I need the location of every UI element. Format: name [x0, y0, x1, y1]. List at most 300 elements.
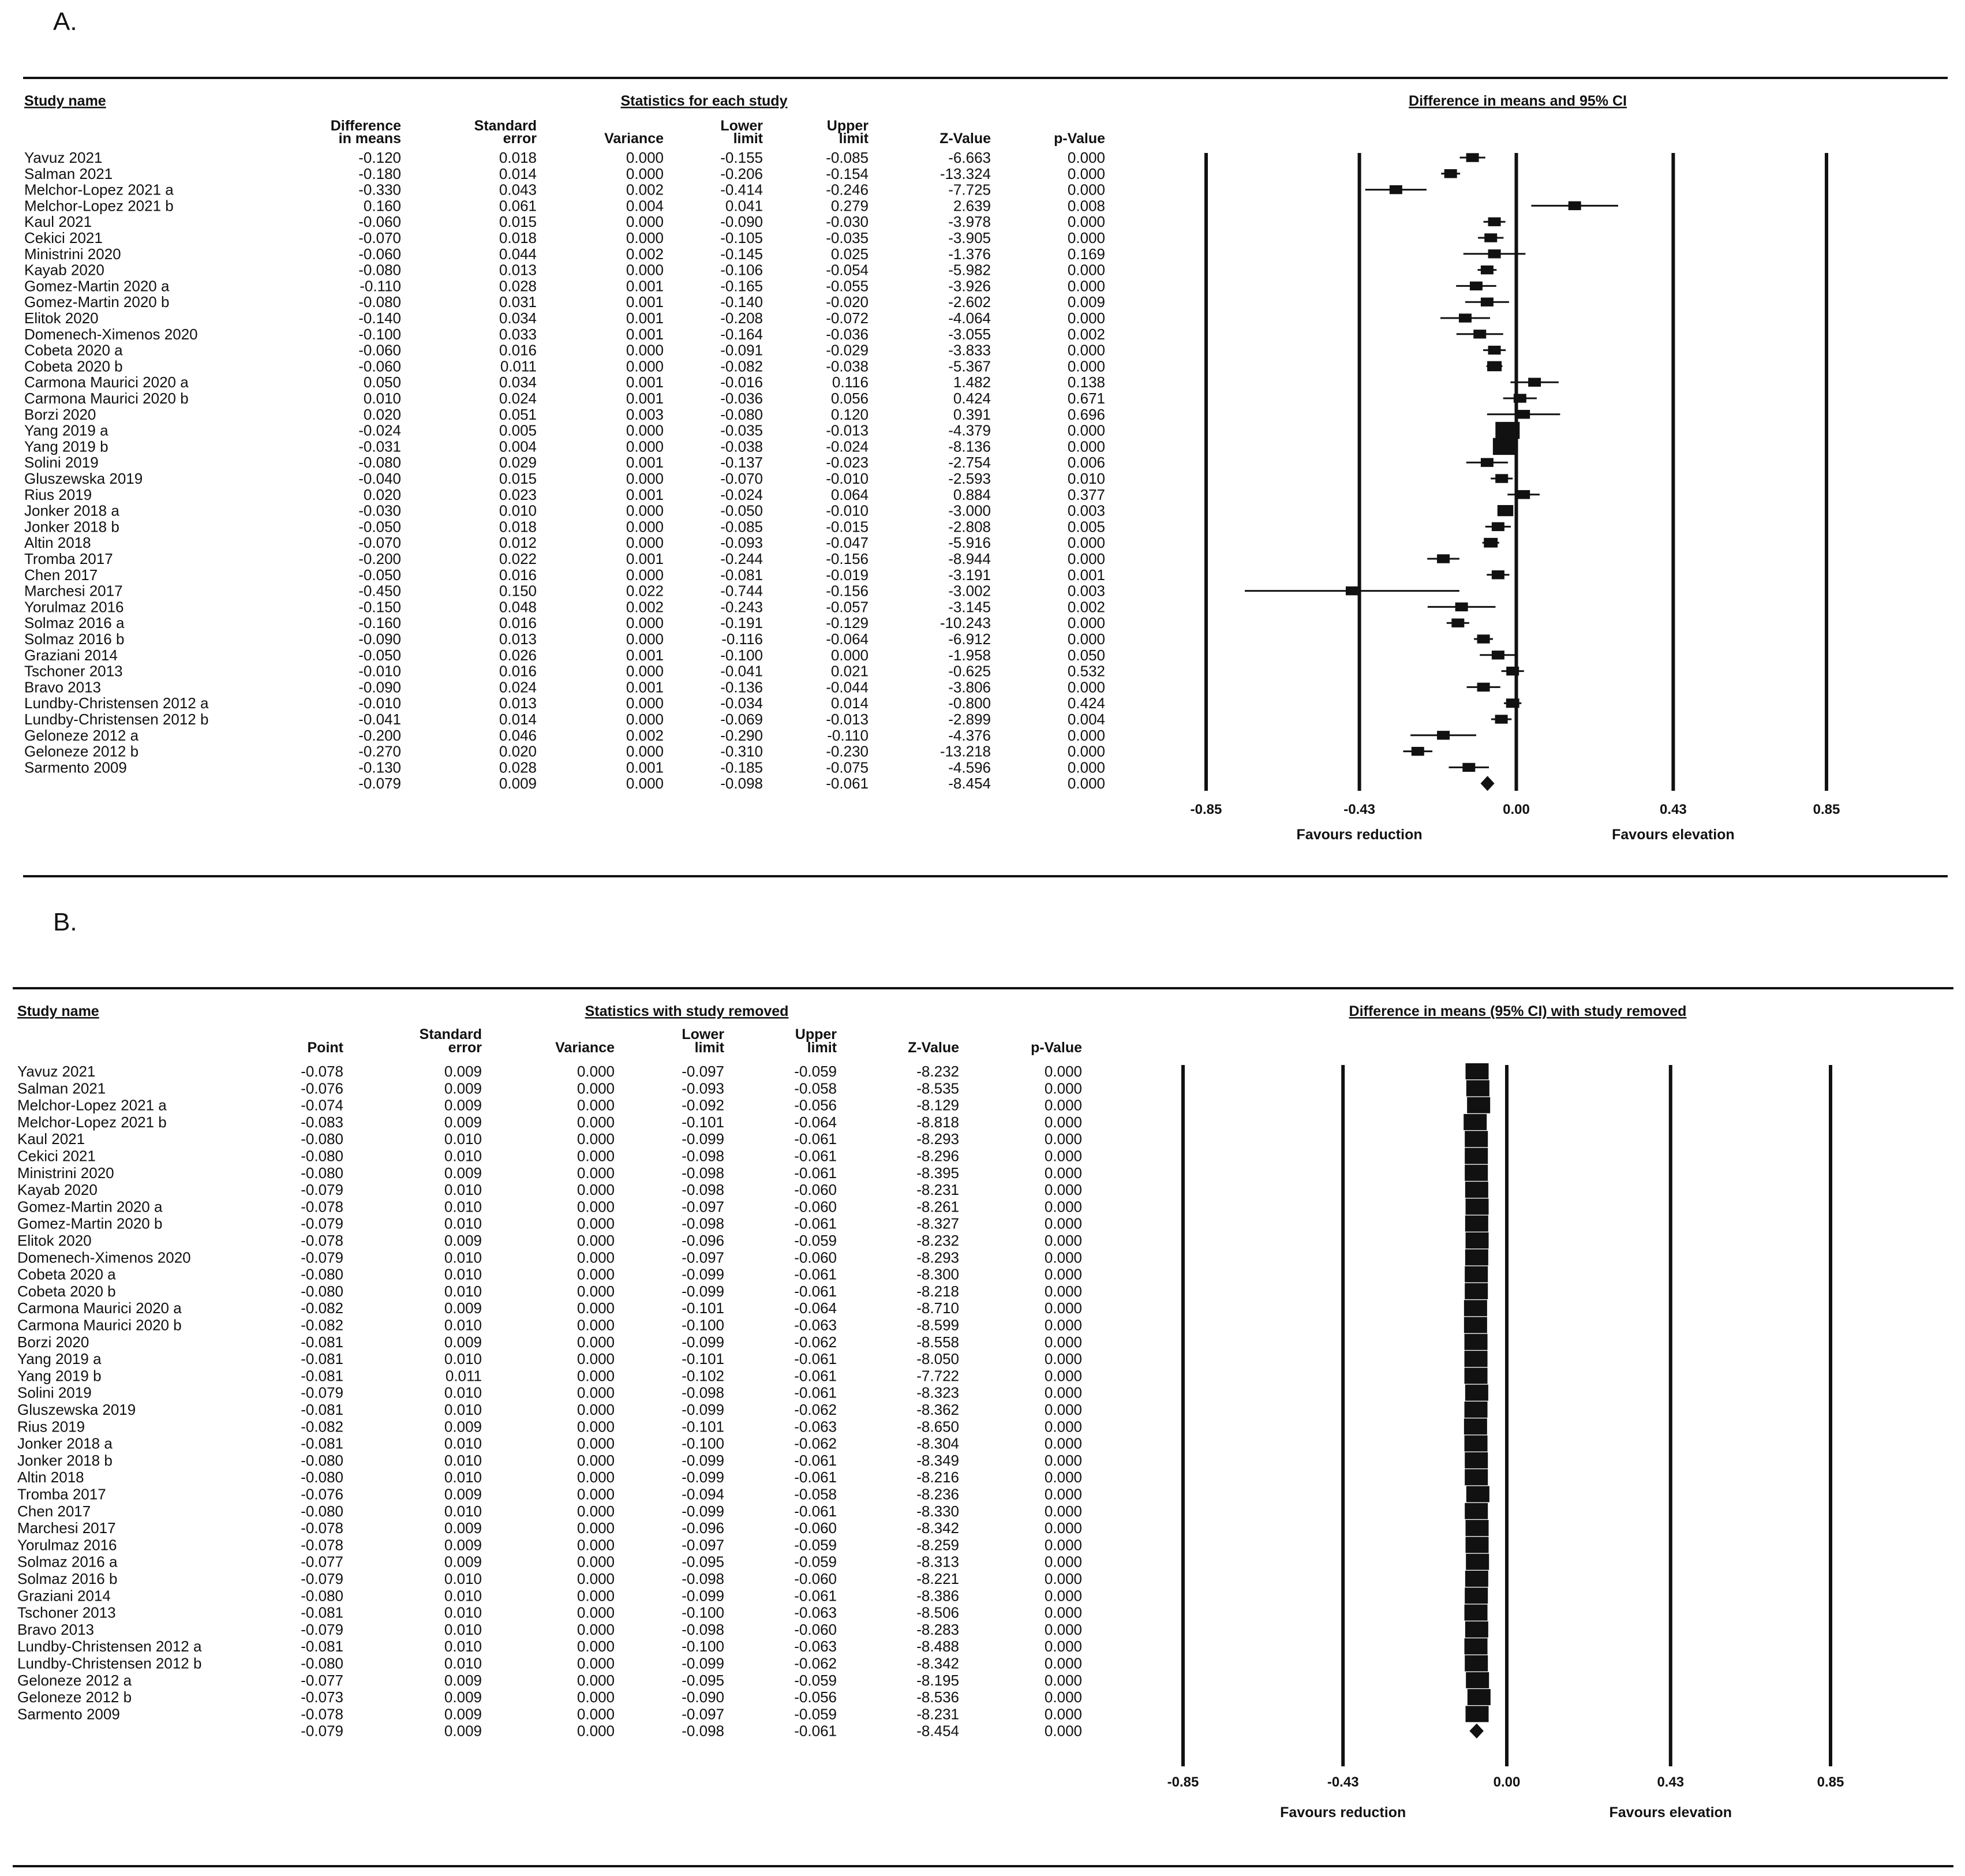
table-cell: 0.010: [1067, 470, 1105, 487]
pooled-diamond: [1469, 1724, 1484, 1739]
table-cell: 0.000: [1044, 1553, 1082, 1571]
point-estimate-square: [1495, 474, 1508, 483]
table-row: [24, 502, 1105, 520]
table-cell: -2.808: [948, 518, 991, 536]
table-cell: 0.000: [577, 1384, 615, 1402]
favours-right-label: Favours elevation: [1612, 827, 1735, 843]
study-name: Graziani 2014: [17, 1587, 111, 1605]
table-cell: -0.156: [826, 582, 869, 600]
table-cell: -0.060: [358, 245, 401, 263]
table-cell: -0.100: [682, 1434, 724, 1452]
table-row: [17, 1113, 1082, 1131]
table-cell: 0.001: [626, 277, 664, 295]
table-cell: -0.080: [301, 1265, 343, 1283]
table-cell: 0.000: [577, 1299, 615, 1317]
table-cell: -0.101: [682, 1350, 724, 1368]
table-cell: -0.061: [794, 1147, 837, 1165]
point-estimate-square: [1346, 586, 1358, 595]
point-estimate-square: [1506, 667, 1519, 675]
study-name: Carmona Maurici 2020 a: [24, 373, 189, 391]
table-cell: -0.156: [826, 550, 869, 567]
study-name: Graziani 2014: [24, 646, 118, 664]
table-cell: -0.058: [794, 1079, 837, 1097]
panel-label: B.: [53, 908, 77, 936]
table-row: [24, 309, 1105, 327]
table-cell: -0.098: [682, 1384, 724, 1402]
table-cell: 0.025: [830, 245, 869, 263]
point-estimate-square: [1465, 1216, 1488, 1232]
point-estimate-square: [1466, 1672, 1489, 1688]
table-cell: -0.060: [358, 213, 401, 231]
table-cell: -8.323: [916, 1384, 959, 1402]
column-header: Difference: [330, 118, 401, 134]
column-header: error: [503, 130, 537, 147]
table-cell: 0.000: [577, 1063, 615, 1080]
table-cell: 0.000: [577, 1265, 615, 1283]
table-cell: -0.080: [358, 454, 401, 472]
favours-left-label: Favours reduction: [1280, 1804, 1406, 1821]
table-cell: -0.075: [826, 758, 869, 776]
table-cell: -0.060: [794, 1519, 837, 1537]
table-cell: -0.060: [794, 1249, 837, 1266]
table-cell: 0.000: [1044, 1384, 1082, 1402]
table-cell: -0.061: [794, 1722, 837, 1740]
table-row: [17, 1249, 1082, 1266]
table-cell: 0.000: [1044, 1299, 1082, 1317]
table-cell: 0.000: [1044, 1316, 1082, 1334]
table-cell: -0.180: [358, 165, 401, 182]
table-cell: -0.244: [720, 550, 763, 567]
point-estimate-square: [1465, 1182, 1488, 1198]
table-cell: -0.010: [358, 662, 401, 680]
table-cell: 0.009: [444, 1418, 482, 1436]
table-row: [17, 1148, 1082, 1165]
column-header: Lower: [720, 118, 763, 134]
point-estimate-square: [1451, 619, 1464, 627]
table-cell: -0.079: [301, 1722, 343, 1740]
table-cell: 0.000: [1044, 1181, 1082, 1199]
table-cell: -0.019: [826, 566, 869, 584]
table-row: [24, 470, 1105, 487]
table-cell: 0.033: [499, 325, 537, 343]
table-cell: 0.010: [444, 1570, 482, 1587]
study-name: Solmaz 2016 a: [17, 1553, 118, 1571]
table-cell: 0.377: [1067, 485, 1105, 503]
table-cell: 0.008: [1067, 197, 1105, 215]
study-name: Carmona Maurici 2020 b: [17, 1316, 182, 1334]
table-cell: 0.009: [444, 1519, 482, 1537]
study-name: Sarmento 2009: [24, 758, 127, 776]
table-row: [24, 213, 1105, 230]
table-cell: -7.725: [948, 181, 991, 199]
table-cell: 0.010: [444, 1282, 482, 1300]
table-cell: -0.080: [301, 1147, 343, 1165]
table-cell: -0.099: [682, 1265, 724, 1283]
table-cell: 0.000: [577, 1130, 615, 1148]
column-header: limit: [807, 1040, 837, 1056]
table-cell: -8.293: [916, 1249, 959, 1266]
table-cell: -0.077: [301, 1553, 343, 1571]
table-row: [17, 1570, 1082, 1587]
table-cell: -0.093: [682, 1079, 724, 1097]
table-cell: -0.078: [301, 1063, 343, 1080]
table-cell: -8.232: [916, 1063, 959, 1080]
table-cell: -0.082: [301, 1299, 343, 1317]
table-cell: 0.000: [1067, 775, 1105, 793]
point-estimate-square: [1465, 1131, 1488, 1147]
table-row: [17, 1486, 1082, 1503]
point-estimate-square: [1492, 570, 1504, 579]
point-estimate-square: [1465, 1638, 1488, 1654]
table-cell: -3.978: [948, 213, 991, 231]
table-cell: 0.010: [444, 1502, 482, 1520]
study-name: Elitok 2020: [24, 309, 99, 327]
table-row: [24, 438, 1105, 455]
table-cell: -0.079: [301, 1570, 343, 1587]
study-name: Domenech-Ximenos 2020: [17, 1249, 191, 1266]
table-cell: -0.061: [794, 1367, 837, 1385]
table-cell: 0.009: [444, 1705, 482, 1723]
table-cell: 0.000: [626, 630, 664, 648]
table-cell: 0.000: [577, 1198, 615, 1216]
table-cell: -3.002: [948, 582, 991, 600]
table-cell: 0.000: [1067, 438, 1105, 455]
study-name: Yang 2019 b: [24, 438, 108, 455]
table-cell: 0.000: [1044, 1638, 1082, 1655]
column-header: Lower: [682, 1026, 724, 1042]
table-cell: 0.000: [1067, 341, 1105, 359]
table-cell: -0.099: [682, 1587, 724, 1605]
table-cell: -0.105: [720, 229, 763, 246]
study-name: Jonker 2018 b: [17, 1451, 113, 1469]
table-cell: 0.002: [626, 726, 664, 744]
table-cell: -8.536: [916, 1688, 959, 1706]
table-cell: 0.000: [1067, 678, 1105, 696]
table-row: [17, 1705, 1082, 1722]
point-estimate-square: [1468, 1689, 1491, 1705]
table-cell: 0.056: [830, 390, 869, 407]
tick-label: 0.00: [1493, 1774, 1521, 1790]
study-name: Melchor-Lopez 2021 b: [17, 1113, 167, 1131]
table-cell: -0.064: [794, 1299, 837, 1317]
table-cell: -0.059: [794, 1671, 837, 1689]
table-row: [24, 630, 1105, 648]
table-cell: -0.090: [682, 1688, 724, 1706]
table-row: [17, 1452, 1082, 1469]
study-name: Solmaz 2016 b: [17, 1570, 118, 1587]
study-name: Gomez-Martin 2020 a: [17, 1198, 163, 1216]
table-cell: -8.342: [916, 1654, 959, 1672]
point-estimate-square: [1495, 715, 1508, 723]
study-name: Lundby-Christensen 2012 a: [24, 694, 209, 712]
table-cell: 0.000: [1044, 1468, 1082, 1486]
table-cell: -0.154: [826, 165, 869, 182]
table-cell: 0.018: [499, 149, 537, 166]
table-cell: 0.000: [577, 1468, 615, 1486]
study-name: Solini 2019: [17, 1384, 92, 1402]
table-row: [17, 1367, 1082, 1384]
table-cell: 0.010: [444, 1384, 482, 1402]
tick-label: 0.85: [1817, 1774, 1844, 1790]
table-cell: 0.000: [577, 1333, 615, 1351]
table-cell: 0.000: [577, 1722, 615, 1740]
study-name: Kayab 2020: [24, 261, 104, 279]
table-cell: 0.000: [577, 1282, 615, 1300]
table-cell: -0.078: [301, 1705, 343, 1723]
table-cell: 0.000: [626, 261, 664, 279]
column-header: limit: [733, 130, 763, 147]
table-cell: 0.000: [1044, 1350, 1082, 1368]
table-cell: -5.367: [948, 357, 991, 375]
table-cell: -0.016: [720, 373, 763, 391]
table-cell: 0.000: [1067, 758, 1105, 776]
point-estimate-square: [1455, 603, 1468, 611]
table-cell: -0.023: [826, 454, 869, 472]
table-cell: -8.454: [916, 1722, 959, 1740]
table-cell: -8.650: [916, 1418, 959, 1436]
table-cell: -0.047: [826, 534, 869, 552]
table-cell: -0.082: [301, 1418, 343, 1436]
table-cell: 0.050: [363, 373, 401, 391]
table-cell: 0.000: [1044, 1604, 1082, 1621]
table-row: [24, 614, 1105, 631]
table-cell: 0.002: [1067, 325, 1105, 343]
table-cell: -0.050: [358, 566, 401, 584]
table-cell: 0.001: [626, 646, 664, 664]
table-cell: -3.145: [948, 598, 991, 616]
table-cell: -3.191: [948, 566, 991, 584]
table-row: [17, 1164, 1082, 1182]
table-cell: -0.101: [682, 1299, 724, 1317]
table-cell: -0.060: [794, 1620, 837, 1638]
table-cell: -0.099: [682, 1130, 724, 1148]
table-cell: -0.061: [826, 775, 869, 793]
table-cell: 0.009: [444, 1688, 482, 1706]
table-cell: 0.000: [1044, 1164, 1082, 1182]
table-row: [17, 1130, 1082, 1148]
table-cell: -0.165: [720, 277, 763, 295]
table-cell: -8.231: [916, 1181, 959, 1199]
table-cell: -8.259: [916, 1536, 959, 1554]
point-estimate-square: [1477, 683, 1490, 692]
table-cell: -0.060: [358, 341, 401, 359]
table-row: [24, 197, 1105, 214]
table-row: [17, 1266, 1082, 1283]
table-cell: 0.000: [1044, 1519, 1082, 1537]
table-cell: -0.099: [682, 1282, 724, 1300]
table-cell: -0.064: [826, 630, 869, 648]
table-row: [24, 534, 1105, 551]
favours-left-label: Favours reduction: [1296, 827, 1423, 843]
table-cell: 0.005: [1067, 518, 1105, 536]
point-estimate-square: [1412, 747, 1424, 756]
table-cell: 0.000: [626, 662, 664, 680]
table-cell: -0.081: [301, 1350, 343, 1368]
table-cell: 0.000: [626, 165, 664, 182]
point-estimate-square: [1488, 249, 1501, 258]
table-row: [17, 1384, 1082, 1402]
table-cell: -1.958: [948, 646, 991, 664]
table-cell: -3.926: [948, 277, 991, 295]
table-row: [17, 1181, 1082, 1198]
table-cell: -0.200: [358, 550, 401, 567]
table-cell: -0.059: [794, 1536, 837, 1554]
point-estimate-square: [1473, 330, 1486, 338]
table-cell: 0.000: [1067, 534, 1105, 552]
table-cell: -8.599: [916, 1316, 959, 1334]
table-cell: 0.002: [626, 181, 664, 199]
table-cell: -8.050: [916, 1350, 959, 1368]
table-cell: 0.041: [725, 197, 763, 215]
table-row: [24, 406, 1105, 423]
table-row: [17, 1283, 1082, 1300]
table-row: [17, 1503, 1082, 1520]
table-cell: -8.558: [916, 1333, 959, 1351]
table-cell: -0.063: [794, 1418, 837, 1436]
table-cell: -8.300: [916, 1265, 959, 1283]
table-cell: -0.024: [720, 485, 763, 503]
table-cell: -0.097: [682, 1536, 724, 1554]
column-header: p-Value: [1054, 130, 1105, 147]
table-cell: 2.639: [953, 197, 991, 215]
point-estimate-square: [1517, 490, 1530, 499]
table-cell: 0.138: [1067, 373, 1105, 391]
table-cell: -0.243: [720, 598, 763, 616]
table-cell: 0.046: [499, 726, 537, 744]
table-cell: 0.000: [577, 1232, 615, 1249]
point-estimate-square: [1465, 1249, 1488, 1265]
table-row: [24, 598, 1105, 615]
table-cell: 0.003: [626, 405, 664, 423]
point-estimate-square: [1466, 1232, 1489, 1249]
table-cell: 0.050: [1067, 646, 1105, 664]
table-cell: 0.016: [499, 341, 537, 359]
table-cell: 0.000: [1044, 1620, 1082, 1638]
table-cell: -0.080: [358, 293, 401, 311]
study-name: Solmaz 2016 b: [24, 630, 125, 648]
table-cell: -4.596: [948, 758, 991, 776]
table-cell: -0.098: [682, 1570, 724, 1587]
table-cell: 0.001: [626, 485, 664, 503]
table-cell: 0.000: [626, 534, 664, 552]
table-cell: -0.079: [358, 775, 401, 793]
table-cell: -8.221: [916, 1570, 959, 1587]
table-cell: -0.061: [794, 1468, 837, 1486]
table-cell: -0.062: [794, 1333, 837, 1351]
table-cell: 0.014: [830, 694, 869, 712]
table-cell: -0.098: [720, 775, 763, 793]
table-cell: 0.532: [1067, 662, 1105, 680]
table-cell: -0.230: [826, 742, 869, 760]
study-name: Gomez-Martin 2020 a: [24, 277, 170, 295]
point-estimate-square: [1487, 361, 1502, 372]
point-estimate-square: [1528, 378, 1541, 387]
table-cell: -0.038: [826, 357, 869, 375]
table-cell: -0.041: [358, 711, 401, 728]
table-row: [24, 342, 1105, 359]
table-cell: -0.077: [301, 1671, 343, 1689]
table-cell: 0.000: [577, 1688, 615, 1706]
tick-label: -0.43: [1343, 802, 1375, 817]
study-name: Altin 2018: [24, 534, 91, 552]
table-cell: 0.000: [577, 1485, 615, 1503]
table-cell: 0.391: [953, 405, 991, 423]
study-name: Altin 2018: [17, 1468, 84, 1486]
table-cell: 0.016: [499, 614, 537, 632]
table-cell: -0.450: [358, 582, 401, 600]
table-row: [24, 727, 1105, 744]
point-estimate-square: [1464, 1300, 1487, 1316]
table-row: [24, 711, 1105, 728]
table-cell: -8.283: [916, 1620, 959, 1638]
point-estimate-square: [1464, 1418, 1487, 1434]
table-cell: 0.061: [499, 197, 537, 215]
table-cell: -0.140: [720, 293, 763, 311]
table-cell: 0.034: [499, 309, 537, 327]
table-cell: 0.000: [577, 1113, 615, 1131]
table-cell: -0.155: [720, 149, 763, 166]
table-cell: -0.136: [720, 678, 763, 696]
table-row: [17, 1688, 1082, 1706]
table-cell: 0.000: [1044, 1722, 1082, 1740]
table-row: [17, 1299, 1082, 1317]
table-cell: -0.079: [301, 1249, 343, 1266]
point-estimate-square: [1465, 1655, 1488, 1672]
table-cell: 1.482: [953, 373, 991, 391]
point-estimate-square: [1466, 1198, 1489, 1214]
table-cell: 0.026: [499, 646, 537, 664]
table-cell: -0.024: [826, 438, 869, 455]
table-row: [17, 1638, 1082, 1655]
table-cell: 0.001: [626, 293, 664, 311]
study-name: Melchor-Lopez 2021 b: [24, 197, 174, 215]
table-cell: -3.055: [948, 325, 991, 343]
table-row: [24, 373, 1105, 391]
point-estimate-square: [1465, 1469, 1488, 1485]
table-cell: -0.101: [682, 1418, 724, 1436]
table-cell: -0.414: [720, 181, 763, 199]
table-cell: -0.080: [301, 1587, 343, 1605]
table-cell: -0.098: [682, 1147, 724, 1165]
table-cell: -8.216: [916, 1468, 959, 1486]
table-cell: -0.090: [358, 678, 401, 696]
table-row: [24, 582, 1105, 600]
table-cell: -3.000: [948, 502, 991, 520]
table-cell: 0.001: [626, 550, 664, 567]
point-estimate-square: [1481, 458, 1494, 467]
table-cell: -0.164: [720, 325, 763, 343]
table-cell: -0.057: [826, 598, 869, 616]
study-name: Marchesi 2017: [24, 582, 123, 600]
study-name-header: Study name: [17, 1003, 99, 1019]
table-cell: -0.100: [720, 646, 763, 664]
table-cell: -0.081: [301, 1604, 343, 1621]
table-cell: 0.011: [445, 1367, 482, 1385]
table-cell: 0.000: [626, 149, 664, 166]
table-cell: 0.000: [577, 1570, 615, 1587]
table-cell: 0.000: [1044, 1587, 1082, 1605]
table-cell: -0.081: [301, 1401, 343, 1418]
table-cell: 0.010: [363, 390, 401, 407]
table-cell: 0.010: [444, 1468, 482, 1486]
table-cell: 0.000: [577, 1249, 615, 1266]
table-cell: -0.050: [358, 646, 401, 664]
table-cell: 0.000: [577, 1638, 615, 1655]
table-cell: -0.093: [720, 534, 763, 552]
table-cell: -13.324: [940, 165, 991, 182]
table-cell: 0.000: [626, 421, 664, 439]
table-row: [17, 1604, 1082, 1621]
